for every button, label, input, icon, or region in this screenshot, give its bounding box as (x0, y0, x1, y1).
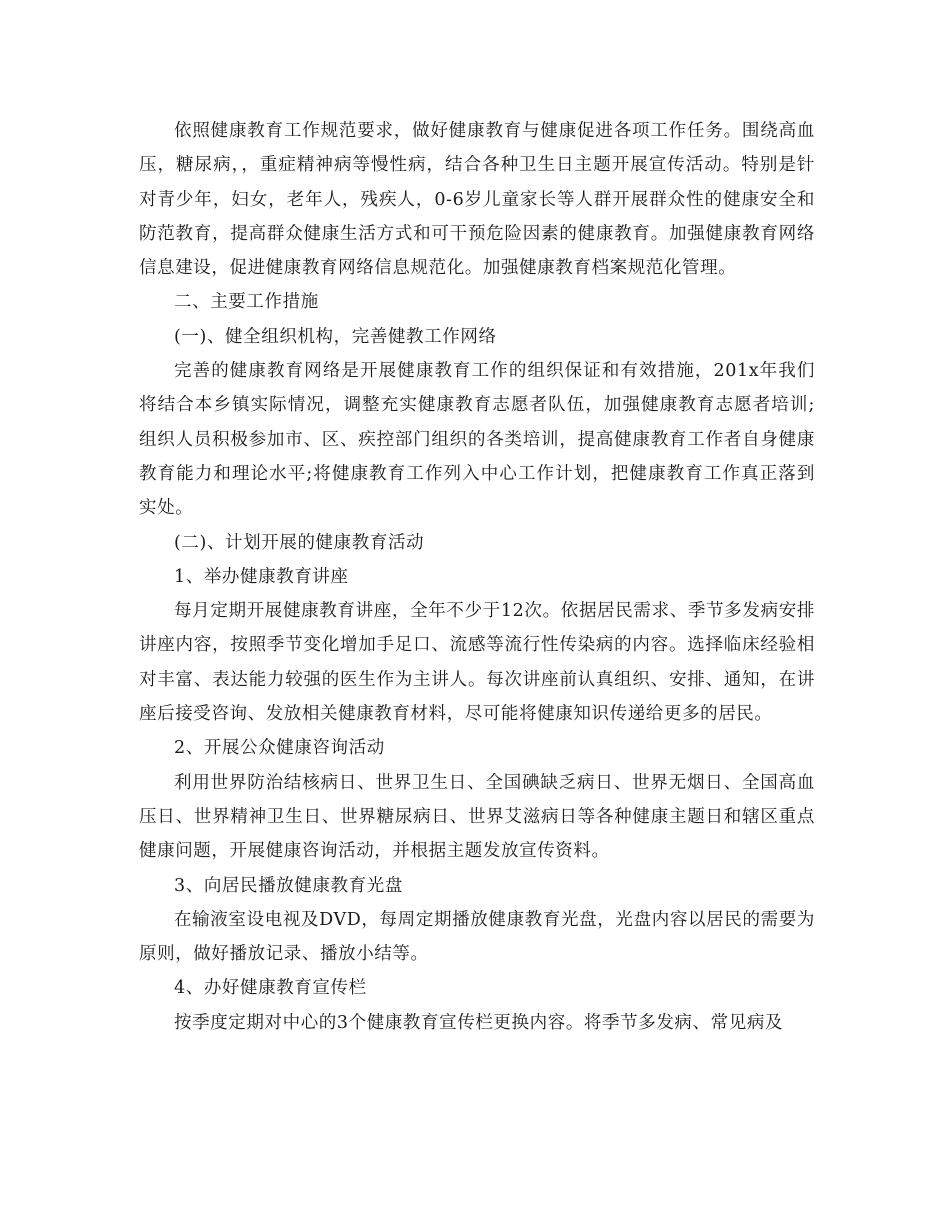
organization-paragraph: 完善的健康教育网络是开展健康教育工作的组织保证和有效措施，201x年我们将结合本乡镇实际情况，调整充实健康教育志愿者队伍，加强健康教育志愿者培训;组织人员积极参加市、区、疾控部门组织的各类培训，提高健康教育工作者自身健康教育能力和理论水平;将健康教育工作列入中心工作计划，把健康教育工作真正落到实处。 (139, 361, 815, 519)
bulletin-paragraph: 按季度定期对中心的3个健康教育宣传栏更换内容。将季节多发病、常见病及 (174, 1012, 784, 1033)
document-body (139, 114, 815, 1040)
item-heading-dvd: 3、向居民播放健康教育光盘 (174, 875, 403, 896)
item-heading-consultation: 2、开展公众健康咨询活动 (174, 738, 385, 759)
section-heading-main-measures: 二、主要工作措施 (174, 292, 319, 313)
lectures-paragraph: 每月定期开展健康教育讲座，全年不少于12次。依据居民需求、季节多发病安排讲座内容，按照季节变化增加手足口、流感等流行性传染病的内容。选择临床经验相对丰富、表达能力较强的医生作为主讲人。每次讲座前认真组织、安排、通知，在讲座后接受咨询、发放相关健康教育材料，尽可能将健康知识传递给更多的居民。 (139, 601, 815, 725)
consultation-paragraph: 利用世界防治结核病日、世界卫生日、全国碘缺乏病日、世界无烟日、全国高血压日、世界精神卫生日、世界糖尿病日、世界艾滋病日等各种健康主题日和辖区重点健康问题，开展健康咨询活动，并根据主题发放宣传资料。 (139, 772, 815, 862)
subsection-heading-activities: (二)、计划开展的健康教育活动 (174, 532, 425, 553)
intro-paragraph: 依照健康教育工作规范要求，做好健康教育与健康促进各项工作任务。围绕高血压，糖尿病，，重症精神病等慢性病，结合各种卫生日主题开展宣传活动。特别是针对青少年，妇女，老年人，残疾人，0-6岁儿童家长等人群开展群众性的健康安全和防范教育，提高群众健康生活方式和可干预危险因素的健康教育。加强健康教育网络信息建设，促进健康教育网络信息规范化。加强健康教育档案规范化管理。 (139, 121, 815, 279)
subsection-heading-organization: (一)、健全组织机构，完善健教工作网络 (174, 326, 497, 347)
item-heading-lectures: 1、举办健康教育讲座 (174, 566, 349, 587)
item-heading-bulletin: 4、办好健康教育宣传栏 (174, 978, 367, 999)
dvd-paragraph: 在输液室设电视及DVD，每周定期播放健康教育光盘，光盘内容以居民的需要为原则，做好播放记录、播放小结等。 (139, 909, 815, 965)
